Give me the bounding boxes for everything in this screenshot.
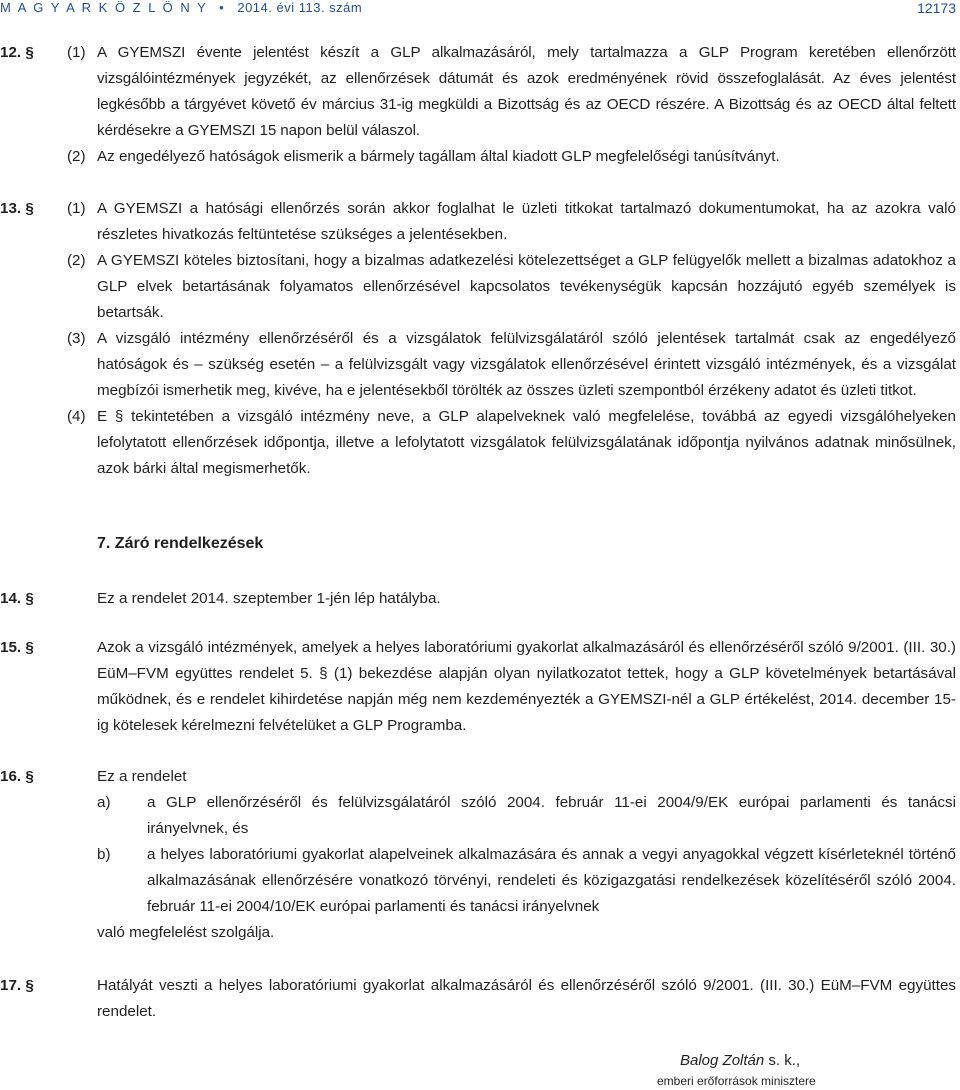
paragraph-text: A GYEMSZI évente jelentést készít a GLP alkalmazásáról, mely tartalmazza a GLP Program keretében ellenőrzött vizsgálóintézmények jegyzékét, az ellenőrzések dátumát és azok eredményének rövid összefoglalását. Az éves jelentést legkésőbb a tárgyévet követő év március 31-ig megküldi a Bizottság és az OECD részére. A Bizottság és az OECD által feltett kérdésekre a GYEMSZI 15 napon belül válaszol.: [97, 44, 956, 139]
paragraph-number: (4): [67, 408, 86, 425]
paragraph-text: Az engedélyező hatóságok elismerik a bármely tagállam által kiadott GLP megfelelőségi tanúsítványt.: [97, 148, 780, 165]
section-intro: Ez a rendelet: [97, 768, 187, 785]
list-item-text: a GLP ellenőrzéséről és felülvizsgálatáról szóló 2004. február 11-ei 2004/9/EK európai parlamenti és tanácsi irányelvnek, és: [147, 794, 956, 837]
section-body: [97, 973, 956, 1025]
chapter-title: 7. Záró rendelkezések: [97, 535, 264, 552]
paragraph-number: (1): [67, 200, 86, 217]
list-item-b: [97, 842, 956, 920]
paragraph-text: A GYEMSZI a hatósági ellenőrzés során akkor foglalhat le üzleti titkokat tartalmazó dokumentumokat, ha az azokra való részletes hivatkozás feltüntetése szükséges a jelentésekben.: [97, 200, 956, 243]
list-item-text: a helyes laboratóriumi gyakorlat alapelveinek alkalmazására és annak a vegyi anyagokkal végzett kísérleteknél történő alkalmazásának ellenőrzésére vonatkozó törvényi, rendeleti és közigazgatási rendelkezések közelítéséről szóló 2004. február 11-ei 2004/10/EK európai parlamenti és tanácsi irányelvnek: [147, 846, 956, 915]
paragraph-2: [67, 144, 956, 170]
paragraph-number: (2): [67, 252, 86, 269]
signature-suffix: s. k.,: [764, 1052, 801, 1069]
section-number: 15. §: [0, 639, 34, 656]
paragraph-number: (3): [67, 330, 86, 347]
issue-label: 2014. évi 113. szám: [237, 0, 363, 15]
section-number: 16. §: [0, 768, 34, 785]
section-body: [67, 196, 956, 482]
paragraph-1: [67, 196, 956, 248]
section-body: [97, 635, 956, 739]
paragraph-number: (1): [67, 44, 86, 61]
section-body: [97, 586, 956, 612]
paragraph-text: E § tekintetében a vizsgáló intézmény neve, a GLP alapelveknek való megfelelése, továbbá az egyedi vizsgálóhelyeken lefolytatott ellenőrzések időpontja, illetve a lefolytatott vizsgálatok felülvizsgálatának időpontja nyilvános adatnak minősülnek, azok bárki által megismerhetők.: [97, 408, 956, 477]
section-body: [67, 40, 956, 170]
header-publication-line: [0, 0, 362, 15]
section-text: Hatályát veszti a helyes laboratóriumi gyakorlat alkalmazásáról és ellenőrzéséről szóló 9/2001. (III. 30.) EüM–FVM együttes rendelet.: [97, 977, 956, 1020]
section-number: 12. §: [0, 44, 34, 61]
signatory-title: emberi erőforrások minisztere: [657, 1074, 816, 1088]
paragraph-text: A GYEMSZI köteles biztosítani, hogy a bizalmas adatkezelési kötelezettséget a GLP felügyelők mellett a bizalmas adatokhoz a GLP elvek betartásának folyamatos ellenőrzésével kapcsolatos tevékenységük kapcsán hozzájutó egyéb személyek is betartsák.: [97, 252, 956, 321]
header-bullet: •: [219, 0, 226, 15]
section-text: Ez a rendelet 2014. szeptember 1-jén lép hatályba.: [97, 590, 441, 607]
section-number: 13. §: [0, 200, 34, 217]
section-text: Azok a vizsgáló intézmények, amelyek a helyes laboratóriumi gyakorlat alkalmazásáról és ellenőrzéséről szóló 9/2001. (III. 30.) EüM–FVM együttes rendelet 5. § (1) bekezdése alapján olyan nyilatkozatot tettek, hogy a GLP követelmények betartásával működnek, és e rendelet kihirdetése napján még nem kezdeményezték a GYEMSZI-nél a GLP értékelést, 2014. december 15-ig kötelesek kérelmezni felvételüket a GLP Programba.: [97, 639, 956, 734]
section-body: [97, 764, 956, 946]
list-item-label: b): [97, 846, 111, 863]
paragraph-4: [67, 404, 956, 482]
signature-name: [680, 1052, 800, 1069]
paragraph-3: [67, 326, 956, 404]
signatory-name: Balog Zoltán: [680, 1052, 765, 1069]
section-outro: való megfelelést szolgálja.: [97, 924, 275, 941]
paragraph-2: [67, 248, 956, 326]
paragraph-1: [67, 40, 956, 144]
paragraph-number: (2): [67, 148, 86, 165]
paragraph-text: A vizsgáló intézmény ellenőrzéséről és a vizsgálatok felülvizsgálatáról szóló jelentések tartalmát csak az engedélyező hatóságok és – szükség esetén – a felülvizsgált vagy vizsgálatok ellenőrzésével érintett vizsgáló intézmények, és a vizsgálat megbízói ismerhetik meg, kivéve, ha e jelentésekből törölték az összes üzleti szempontból érzékeny adatot és üzleti titkot.: [97, 330, 956, 399]
list-item-label: a): [97, 794, 111, 811]
page-header: [0, 0, 960, 18]
publication-name: M A G Y A R K Ö Z L Ö N Y: [0, 0, 208, 15]
page-number: 12173: [917, 0, 956, 16]
section-number: 17. §: [0, 977, 34, 994]
section-number: 14. §: [0, 590, 34, 607]
list-item-a: [97, 790, 956, 842]
